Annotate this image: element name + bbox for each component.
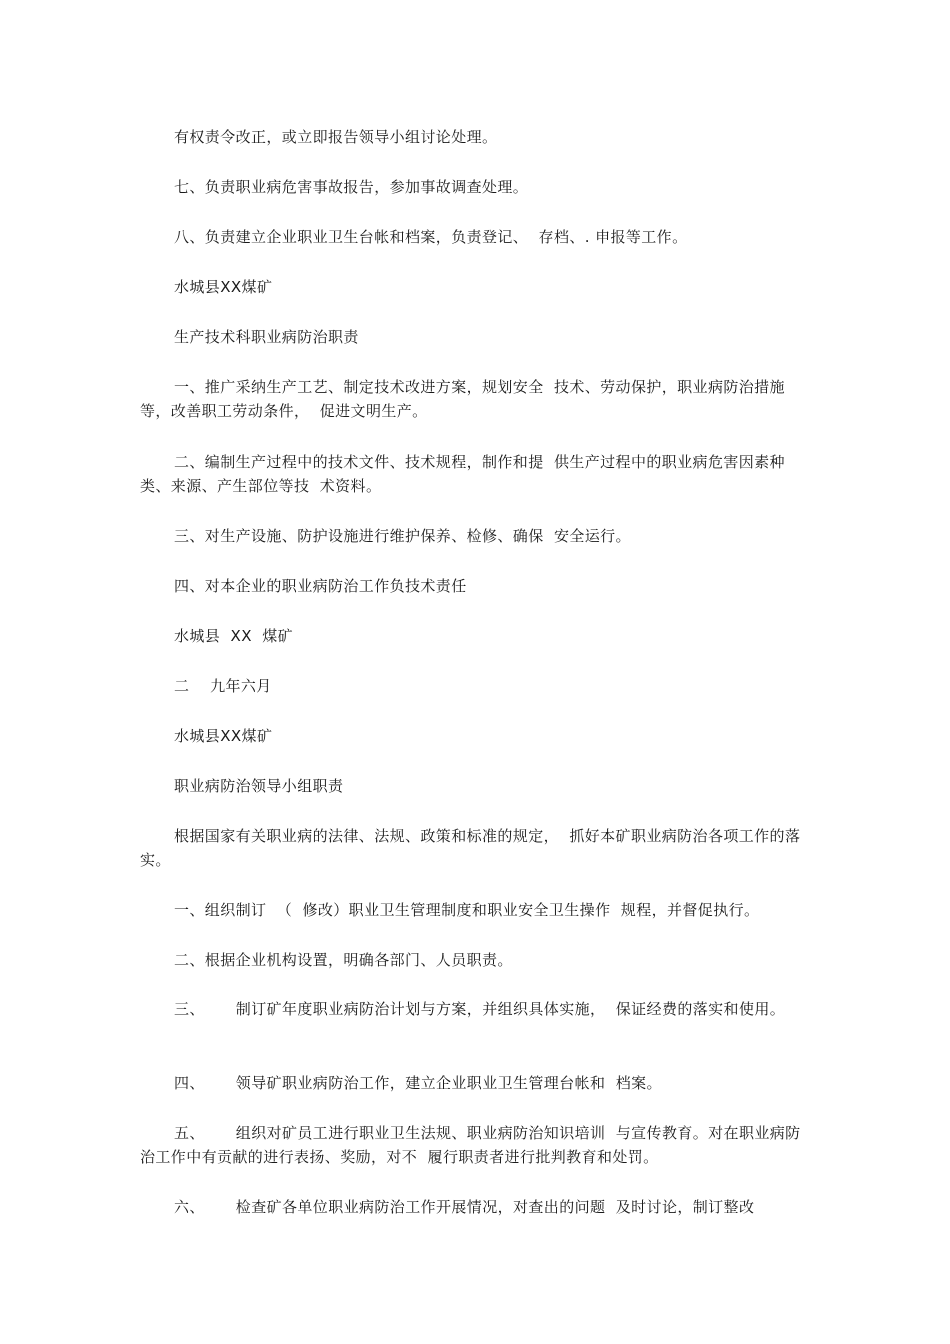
paragraph: 三、 制订矿年度职业病防治计划与方案，并组织具体实施， 保证经费的落实和使用。: [174, 1000, 786, 1018]
paragraph: 三、对生产设施、防护设施进行维护保养、检修、确保 安全运行。: [174, 527, 631, 545]
paragraph: 四、对本企业的职业病防治工作负技术责任: [174, 577, 467, 595]
paragraph: 五、 组织对矿员工进行职业卫生法规、职业病防治知识培训 与宣传教育。对在职业病防治工作中有贡献的进行表扬、奖励，对不 履行职责者进行批判教育和处罚。: [140, 1124, 801, 1166]
signature-date: 二 九年六月: [174, 677, 272, 695]
heading-section: 生产技术科职业病防治职责: [174, 328, 359, 346]
paragraph: 根据国家有关职业病的法律、法规、政策和标准的规定， 抓好本矿职业病防治各项工作的落实。: [140, 827, 801, 869]
paragraph: 四、 领导矿职业病防治工作，建立企业职业卫生管理台帐和 档案。: [174, 1074, 662, 1092]
signature-company: 水城县 XX 煤矿: [174, 627, 294, 645]
heading-section: 职业病防治领导小组职责: [174, 777, 344, 795]
heading-company: 水城县XX煤矿: [174, 278, 273, 296]
paragraph: 一、推广采纳生产工艺、制定技术改进方案，规划安全 技术、劳动保护，职业病防治措施等，改善职工劳动条件， 促进文明生产。: [140, 378, 785, 420]
paragraph: 八、负责建立企业职业卫生台帐和档案，负责登记、 存档、. 申报等工作。: [174, 228, 688, 246]
paragraph: 二、根据企业机构设置，明确各部门、人员职责。: [174, 951, 513, 969]
paragraph: 一、组织制订 （ 修改）职业卫生管理制度和职业安全卫生操作 规程，并督促执行。: [174, 901, 760, 919]
paragraph: 六、 检查矿各单位职业病防治工作开展情况，对查出的问题 及时讨论，制订整改: [174, 1198, 755, 1216]
heading-company: 水城县XX煤矿: [174, 727, 273, 745]
paragraph: 有权责令改正，或立即报告领导小组讨论处理。: [174, 128, 498, 146]
paragraph: 七、负责职业病危害事故报告，参加事故调查处理。: [174, 178, 529, 196]
paragraph: 二、编制生产过程中的技术文件、技术规程，制作和提 供生产过程中的职业病危害因素种类、来源、产生部位等技 术资料。: [140, 453, 785, 495]
